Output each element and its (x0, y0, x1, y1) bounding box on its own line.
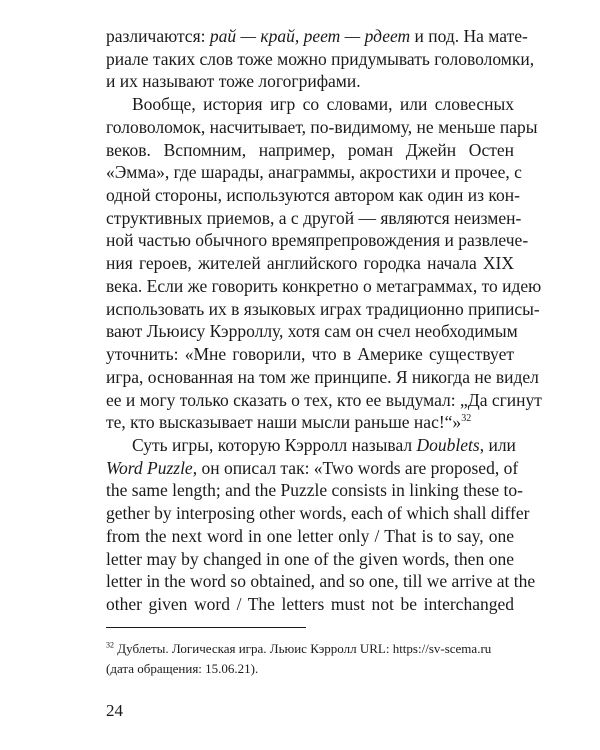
footnote-number: 32 (106, 640, 114, 650)
text-line: использовать их в языковых играх традиционно приписы- (106, 299, 540, 319)
text-line: ния героев, жителей английского городка начала XIX (106, 253, 514, 273)
text-span: различаются: (106, 26, 210, 46)
text-span: Суть игры, которую Кэрролл называл (132, 435, 417, 455)
footnote-text: Дублеты. Логическая игра. Льюис Кэрролл URL: https://sv-scema.ru (114, 641, 492, 656)
page-number: 24 (106, 701, 123, 720)
text-line: структивных приемов, а с другой — являются неизмен- (106, 208, 522, 228)
italic-text: рай — край, реет — рдеет (209, 26, 411, 46)
text-line: from the next word in one letter only / That is to say, one (106, 526, 514, 546)
text-line: риале таких слов тоже можно придумывать головоломки, (106, 49, 535, 69)
text-line: веков. Вспомним, например, роман Джейн Остен (106, 140, 514, 160)
text-line: the same length; and the Puzzle consists in linking these to- (106, 480, 524, 500)
text-line: и их называют тоже логогрифами. (106, 71, 361, 91)
text-line: letter in the word so obtained, and so one, till we arrive at the (106, 571, 536, 591)
text-span: и под. На мате- (410, 26, 528, 46)
text-line: вают Льюису Кэрроллу, хотя сам он счел необходимым (106, 321, 518, 341)
text-line: века. Если же говорить конкретно о метаграммах, то идею (106, 276, 542, 296)
italic-text: Word Puzzle (106, 458, 193, 478)
text-span: , или (479, 435, 516, 455)
text-line: Вообще, история игр со словами, или словесных (132, 94, 514, 114)
italic-text: Doublets (416, 435, 480, 455)
text-line: gether by interposing other words, each of which shall differ (106, 503, 530, 523)
text-line (106, 456, 519, 480)
footnote-separator (106, 627, 306, 628)
text-line: игра, основанная на том же принципе. Я никогда не видел (106, 367, 539, 387)
footnote-reference: 32 (461, 413, 472, 425)
text-line: «Эмма», где шарады, анаграммы, акростихи и прочее, с (106, 162, 522, 182)
text-line: головоломок, насчитывает, по-видимому, не меньше пары (106, 117, 538, 137)
text-line: одной стороны, используются автором как один из кон- (106, 185, 520, 205)
text-line: уточнить: «Мне говорили, что в Америке существует (106, 344, 514, 364)
text-line: other given word / The letters must not be interchanged (106, 594, 514, 614)
text-line: ее и могу только сказать о тех, кто ее выдумал: „Да сгинут (106, 390, 542, 410)
text-line (106, 24, 528, 48)
text-line: letter may by changed in one of the given words, then one (106, 549, 514, 569)
text-line (106, 410, 514, 434)
text-line (132, 433, 514, 457)
text-span: , он описал так: «Two words are proposed, of (192, 458, 519, 478)
footnote-line: (дата обращения: 15.06.21). (106, 661, 259, 676)
footnote-line (106, 640, 514, 658)
text-span: те, кто высказывает наши мысли раньше нас!“» (106, 412, 462, 432)
text-line: ной частью обычного времяпрепровождения и развлече- (106, 230, 529, 250)
